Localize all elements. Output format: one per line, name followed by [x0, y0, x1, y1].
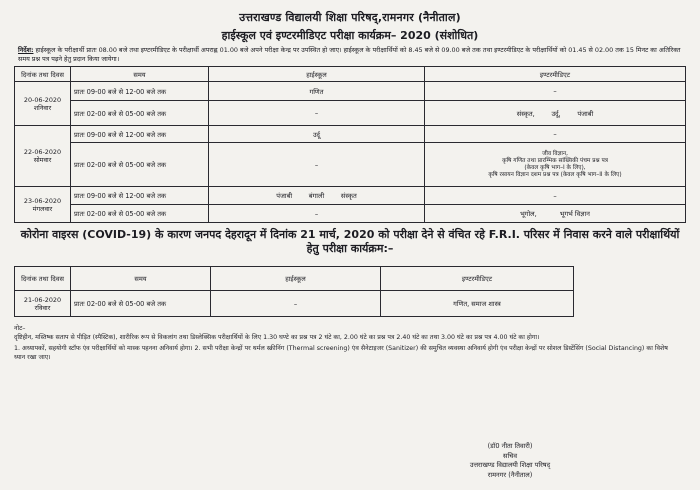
time-cell: प्रातः 09-00 बजे से 12-00 बजे तक	[71, 126, 209, 143]
day-value: शनिवार	[33, 103, 52, 112]
table-header-row	[15, 267, 574, 291]
signatory-place: रामनगर (नैनीताल)	[487, 470, 533, 479]
table-row	[15, 101, 686, 126]
header-intermediate: इण्टरमीडिएट	[381, 267, 574, 291]
board-title: उत्तराखण्ड विद्यालयी शिक्षा परिषद्,रामनगर (नैनीताल)	[239, 11, 461, 24]
time-cell: प्रातः 09-00 बजे से 12-00 बजे तक	[71, 82, 209, 101]
schedule-table	[14, 66, 686, 223]
table-row	[15, 126, 686, 143]
date-value: 21-06-2020	[23, 295, 62, 304]
header-time: समय	[71, 267, 211, 291]
signatory-org: उत्तराखण्ड विद्यालयी शिक्षा परिषद्	[469, 461, 551, 469]
footnote-label: नोट–	[14, 325, 26, 333]
date-value: 23-06-2020	[23, 196, 62, 205]
time-cell: प्रातः 02-00 बजे से 05-00 बजे तक	[71, 205, 209, 223]
table-row	[15, 205, 686, 223]
covid-schedule-table	[14, 266, 574, 317]
subject-line: (केवल कृषि भाग–I के लिए),	[524, 164, 586, 171]
day-value: मंगलवार	[32, 204, 53, 213]
subject-line: जीव विज्ञान,	[542, 150, 568, 157]
day-value: रविवार	[34, 303, 51, 312]
highschool-cell: उर्दू	[209, 126, 425, 143]
highschool-cell: पंजाबी बंगाली संस्कृत	[209, 187, 425, 205]
date-cell	[15, 82, 71, 126]
table-row	[15, 82, 686, 101]
date-value: 20-06-2020	[23, 95, 62, 104]
table-row	[15, 187, 686, 205]
highschool-cell: गणित	[209, 82, 425, 101]
intermediate-cell: संस्कृत, उर्दू, पंजाबी	[425, 101, 686, 126]
header-highschool: हाईस्कूल	[209, 67, 425, 82]
instructions-text: हाईस्कूल के परीक्षार्थी प्रातः 08.00 बजे तथा इण्टरमीडिएट के परीक्षार्थी अपराह्न 01.00 बजे अपने परीक्षा केन्द्र पर उपस्थित हो जाए। हाईस्कूल के परीक्षार्थियों को 8.45 बजे से 09.00 बजे तक तथा इण्टरमीडिएट के परीक्षार्थियों को 01.45 से 02.00 तक 15 मिनट का अतिरिक्त समय प्रश्न पत्र पढ़ने हेतु प्रदान किया जायेगा।	[18, 46, 681, 63]
table-row	[15, 143, 686, 187]
exam-schedule-title: हाईस्कूल एवं इण्टरमीडिएट परीक्षा कार्यक्रम– 2020 (संशोधित)	[221, 29, 479, 42]
instructions-label: निर्देश:	[18, 46, 34, 54]
footnotes	[14, 325, 686, 362]
time-cell: प्रातः 09-00 बजे से 12-00 बजे तक	[71, 187, 209, 205]
date-cell	[15, 187, 71, 223]
time-cell: प्रातः 02-00 बजे से 05-00 बजे तक	[71, 291, 211, 317]
header-intermediate: इण्टरमीडिएट	[425, 67, 686, 82]
intermediate-cell: –	[425, 126, 686, 143]
time-cell: प्रातः 02-00 बजे से 05-00 बजे तक	[71, 101, 209, 126]
date-value: 22-06-2020	[23, 148, 62, 157]
signatory-designation: सचिव	[502, 451, 518, 460]
subject-line: कृषि रसायन विज्ञान दशम प्रश्न पत्र (केवल कृषि भाग–II के लिए)	[488, 171, 622, 178]
highschool-cell: –	[209, 101, 425, 126]
subject-line: कृषि गणित तथा प्रारम्भिक सांख्यिकी पंचम प्रश्न पत्र	[502, 157, 608, 164]
intermediate-cell: –	[425, 187, 686, 205]
intermediate-cell: भूगोल, भूगर्भ विज्ञान	[425, 205, 686, 223]
header-time: समय	[71, 67, 209, 82]
footnote-line: 1. अध्यापकों, सहयोगी स्टॉफ एंव परीक्षार्थियों को मास्क पहनना अनिवार्य होगा। 2. सभी परीक्षा केन्द्रों पर थर्मल स्क्रीनिंग (Thermal screening) एंव सैनेटाइजर (Sanitizer) की समुचित व्यवस्था अनिवार्य होगी एंव परीक्षा केन्द्रों पर सोशल डिस्टेंसिंग (Social Distancing) का विशेष ध्यान रखा जाए।	[14, 345, 668, 361]
covid-heading: कोरोना वाइरस (COVID-19) के कारण जनपद देहरादून में दिनांक 21 मार्च, 2020 को परीक्षा देने से वंचित रहे F.R.I. परिसर में निवास करने वाले परीक्षार्थियों हेतु परीक्षा कार्यक्रम:–	[20, 228, 680, 256]
day-value: सोमवार	[33, 156, 52, 165]
table-header-row	[15, 67, 686, 82]
highschool-cell: –	[209, 205, 425, 223]
signatory-name: (डॉ0 नीता तिवारी)	[487, 442, 533, 450]
time-cell: प्रातः 02-00 बजे से 05-00 बजे तक	[71, 143, 209, 187]
highschool-cell: –	[209, 143, 425, 187]
header-highschool: हाईस्कूल	[211, 267, 381, 291]
date-cell	[15, 291, 71, 317]
highschool-cell: –	[211, 291, 381, 317]
header-date: दिनांक तथा दिवस	[15, 267, 71, 291]
signature-block	[440, 442, 580, 480]
intermediate-cell	[425, 143, 686, 187]
footnote-line: दृष्टिहीन, मस्तिष्क सताप से पीड़ित (स्पैस्टिक), शारीरिक रूप से विकलांग तथा डिस्लेक्सिक परीक्षार्थियों के लिए 1.30 घण्टे का प्रश्न पत्र 2 घंटे का, 2.00 घंटे का प्रश्न पत्र 2.40 घंटे का तथा 3.00 घंटे का प्रश्न पत्र 4.00 घंटे का होगा।	[14, 333, 540, 341]
intermediate-cell: –	[425, 82, 686, 101]
intermediate-cell: गणित, समाज शास्त्र	[381, 291, 574, 317]
header-date: दिनांक तथा दिवस	[15, 67, 71, 82]
table-row	[15, 291, 574, 317]
date-cell	[15, 126, 71, 187]
instructions	[14, 46, 686, 63]
